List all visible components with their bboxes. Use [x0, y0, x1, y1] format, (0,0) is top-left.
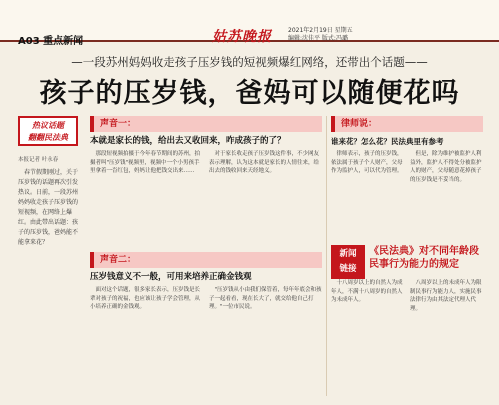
lawyer-label: 律师说： [331, 116, 483, 132]
link-tag-line2: 链接 [339, 264, 357, 274]
subheadline: —一段苏州妈妈收走孩子压岁钱的短视频爆红网络，还带出个话题—— [71, 55, 428, 69]
sound2-col1: 面对这个话题，很多家长表示，压岁钱是长辈对孩子的祝福，也应该让孩子学会管理，从小培养正确的金钱观。 [90, 287, 201, 310]
badge-line2: 翻翻民法典 [28, 133, 68, 142]
lawyer-section [331, 116, 483, 184]
issue-meta [288, 27, 353, 43]
sound2-title: 压岁钱意义不一般，可用来培养正确金钱观 [90, 272, 252, 282]
sound1-col1: 那段短视频拍摄于今年春节期间的苏州，拍摄者叫"压岁钱"视频里，视频中一个小男孩手里拿着一沓红包，妈妈让他把钱交出来…… [90, 151, 201, 174]
lawyer-subtitle: 谁来花？怎么花？民法典里有参考 [331, 137, 444, 146]
sound1-title: 本就是家长的钱，给出去又收回来，咋成孩子的了？ [90, 136, 286, 146]
headline: 孩子的压岁钱，爸妈可以随便花吗 [39, 78, 460, 109]
news-link-section [331, 245, 483, 313]
sound2-label: 声音二： [90, 252, 322, 268]
column-divider [326, 116, 327, 396]
intro-text: 春节假期刚过，关于压岁钱的话题再次引发热议。日前，一段苏州妈妈收走孩子压岁钱的短视频，在网络上爆红。由此带出话题：孩子的压岁钱，爸妈能不能拿来花？ [18, 169, 79, 246]
sound1-col2: 对于家长收走孩子压岁钱这件事，不少网友表示理解，认为这本就是家长的人情往来，给出去的钱收回来天经地义。 [209, 151, 320, 174]
badge-line1: 热议话题 [32, 121, 64, 130]
news-link-tag [331, 245, 365, 279]
link-col1: 十八周岁以上的自然人为成年人，不满十八周岁的自然人为未成年人。 [331, 280, 403, 303]
link-col2: 八周岁以上的未成年人为限制民事行为能力人，实施民事法律行为由其法定代理人代理。 [410, 280, 482, 312]
voices-section [90, 116, 322, 310]
link-tag-line1: 新闻 [339, 249, 357, 259]
sound1-label: 声音一： [90, 116, 322, 132]
intro-column [18, 116, 78, 248]
newspaper-masthead: 姑苏晚报 [212, 29, 272, 45]
date-line: 2021年2月19日 星期五 [288, 27, 353, 34]
editor-line: 编辑:沈佳平 版式:冯璐 [288, 35, 348, 42]
lawyer-col2: 但是，除为维护被监护人利益外，监护人不得处分被监护人的财产，父母随意花掉孩子的压岁钱是不妥当的。 [410, 151, 482, 183]
sound2-col2: "压岁钱从小由我们保管着，每年年底会和孩子一起看看，现在长大了，就交给他自己打理。"一位市民说。 [209, 287, 322, 310]
section-label: A03 重点新闻 [18, 36, 84, 47]
byline: 本报记者 叶永春 [18, 157, 59, 163]
lawyer-col1: 律师表示，孩子的压岁钱，依法属于孩子个人财产，父母作为监护人，可以代为管理。 [331, 151, 403, 174]
page-header [0, 0, 499, 47]
sound1-block [90, 116, 322, 176]
sound2-block [90, 252, 322, 312]
news-link-title: 《民法典》对不同年龄段民事行为能力的规定 [369, 246, 479, 270]
topic-badge [18, 116, 78, 146]
